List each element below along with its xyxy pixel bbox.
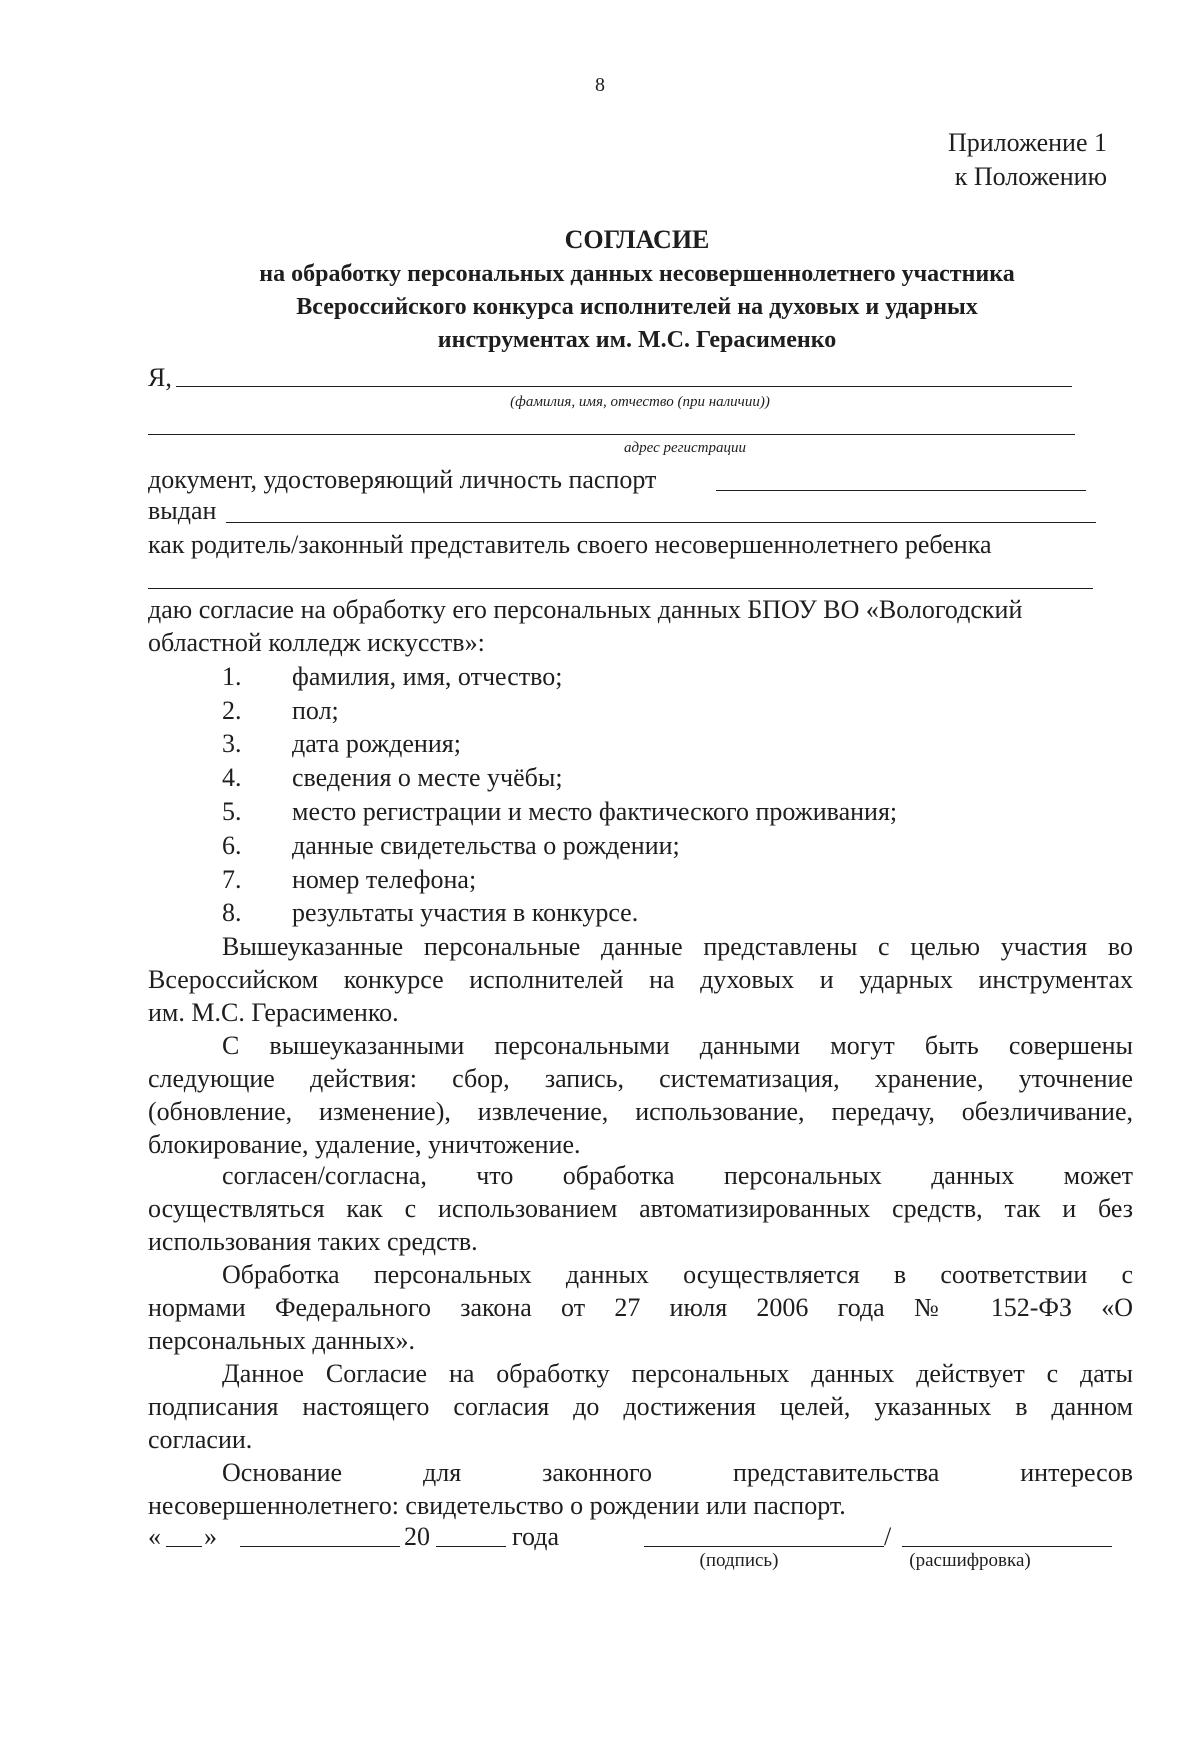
date-quote-close: » bbox=[204, 1522, 217, 1551]
list-item: номер телефона; bbox=[292, 865, 477, 894]
list-item-number: 1. bbox=[222, 662, 242, 691]
paragraph-line: подписания настоящего согласия до достижения целей, указанных в данном bbox=[148, 1392, 1133, 1421]
list-item-number: 8. bbox=[222, 898, 242, 927]
signature-field-line[interactable] bbox=[644, 1546, 884, 1547]
paragraph-line: согласен/согласна, что обработка персональных данных может bbox=[222, 1161, 1133, 1190]
paragraph-basis bbox=[148, 1456, 1133, 1522]
paragraph-validity bbox=[148, 1357, 1133, 1456]
paragraph-line: персональных данных». bbox=[148, 1326, 415, 1355]
paragraph-law bbox=[148, 1258, 1133, 1357]
appendix-line-2: к Положению bbox=[954, 162, 1107, 191]
issued-field-line[interactable] bbox=[226, 522, 1096, 523]
list-item-number: 6. bbox=[222, 831, 242, 860]
paragraph-line: Всероссийском конкурсе исполнителей на духовых и ударных инструментах bbox=[148, 965, 1133, 994]
page-number: 8 bbox=[595, 74, 605, 96]
decode-caption: (расшифровка) bbox=[909, 1550, 1031, 1571]
passport-field-line[interactable] bbox=[716, 490, 1086, 491]
paragraph-line: Обработка персональных данных осуществляется в соответствии с bbox=[222, 1260, 1133, 1289]
appendix-line-1: Приложение 1 bbox=[947, 128, 1107, 157]
paragraph-agreement bbox=[148, 1159, 1133, 1258]
signature-slash: / bbox=[884, 1522, 892, 1551]
paragraph-actions bbox=[148, 1029, 1133, 1161]
list-item: фамилия, имя, отчество; bbox=[292, 662, 563, 691]
appendix-note bbox=[948, 126, 1107, 194]
paragraph-line: нормами Федерального закона от 27 июля 2006 года № 152-ФЗ «О bbox=[148, 1293, 1133, 1322]
year-field-line[interactable] bbox=[436, 1546, 506, 1547]
consent-line-2: областной колледж искусств»: bbox=[148, 628, 485, 657]
subtitle-line-2: Всероссийского конкурса исполнителей на духовых и ударных bbox=[296, 294, 978, 320]
month-field-line[interactable] bbox=[240, 1546, 400, 1547]
paragraph-line: С вышеуказанными персональными данными могут быть совершены bbox=[222, 1031, 1133, 1060]
year-suffix: года bbox=[512, 1522, 560, 1551]
subtitle-line-3: инструментах им. М.С. Герасименко bbox=[437, 327, 837, 353]
list-item: сведения о месте учёбы; bbox=[292, 763, 563, 792]
paragraph-line: осуществляться как с использованием автоматизированных средств, так и без bbox=[148, 1194, 1133, 1223]
document-subtitle bbox=[180, 258, 1094, 357]
paragraph-purpose bbox=[148, 930, 1133, 1029]
document-label: документ, удостоверяющий личность паспорт bbox=[148, 465, 657, 494]
paragraph-line: использования таких средств. bbox=[148, 1227, 478, 1256]
document-title: СОГЛАСИЕ bbox=[564, 225, 710, 254]
fio-caption: (фамилия, имя, отчество (при наличии)) bbox=[510, 394, 770, 410]
list-item-number: 7. bbox=[222, 865, 242, 894]
consent-line-1: даю согласие на обработку его персональных данных БПОУ ВО «Вологодский bbox=[148, 595, 1023, 624]
list-item: результаты участия в конкурсе. bbox=[292, 898, 639, 927]
date-quote-open: « bbox=[148, 1522, 161, 1551]
list-item-number: 2. bbox=[222, 696, 242, 725]
paragraph-line: несовершеннолетнего: свидетельство о рождении или паспорт. bbox=[148, 1491, 846, 1520]
decode-field-line[interactable] bbox=[902, 1546, 1112, 1547]
list-item-number: 4. bbox=[222, 763, 242, 792]
list-item: пол; bbox=[292, 696, 339, 725]
list-item: место регистрации и место фактического проживания; bbox=[292, 797, 898, 826]
child-name-field-line[interactable] bbox=[148, 588, 1093, 589]
list-item: дата рождения; bbox=[292, 729, 461, 758]
subtitle-line-1: на обработку персональных данных несовершеннолетнего участника bbox=[259, 261, 1015, 287]
address-caption: адрес регистрации bbox=[624, 440, 746, 456]
parent-label: как родитель/законный представитель своего несовершеннолетнего ребенка bbox=[148, 530, 992, 559]
paragraph-line: Основание для законного представительства интересов bbox=[222, 1458, 1133, 1487]
list-item: данные свидетельства о рождении; bbox=[292, 831, 680, 860]
paragraph-line: следующие действия: сбор, запись, систематизация, хранение, уточнение bbox=[148, 1064, 1133, 1093]
list-item-number: 5. bbox=[222, 797, 242, 826]
list-item-number: 3. bbox=[222, 729, 242, 758]
i-label: Я, bbox=[148, 363, 172, 392]
issued-label: выдан bbox=[148, 496, 217, 525]
paragraph-line: Вышеуказанные персональные данные представлены с целью участия во bbox=[222, 932, 1133, 961]
year-prefix: 20 bbox=[404, 1522, 430, 1551]
address-field-line[interactable] bbox=[148, 434, 1075, 435]
signature-caption: (подпись) bbox=[699, 1550, 779, 1571]
paragraph-line: им. М.С. Герасименко. bbox=[148, 998, 399, 1027]
paragraph-line: Данное Согласие на обработку персональных данных действует с даты bbox=[222, 1359, 1133, 1388]
paragraph-line: (обновление, изменение), извлечение, использование, передачу, обезличивание, bbox=[148, 1097, 1133, 1126]
fio-field-line[interactable] bbox=[176, 386, 1072, 387]
paragraph-line: согласии. bbox=[148, 1425, 253, 1454]
day-field-line[interactable] bbox=[166, 1546, 202, 1547]
paragraph-line: блокирование, удаление, уничтожение. bbox=[148, 1130, 581, 1159]
